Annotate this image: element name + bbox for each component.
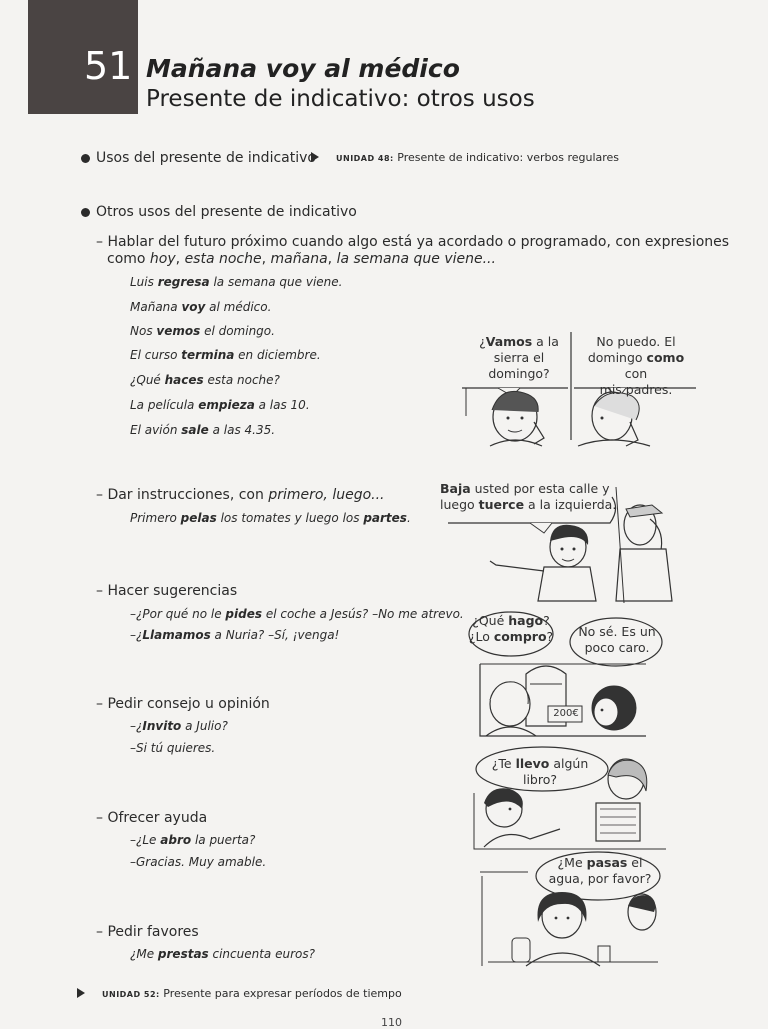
page-number: 110 (381, 1016, 402, 1029)
section-heading-otros: Otros usos del presente de indicativo (96, 204, 357, 220)
unit-number: 51 (84, 44, 133, 88)
example-sugerencias: –¿Llamamos a Nuria? –Sí, ¡venga! (130, 628, 340, 642)
example-futuro: Luis regresa la semana que viene. (130, 275, 343, 289)
futuro-rule-line1: – Hablar del futuro próximo cuando algo está ya acordado o programado, con expresiones (96, 234, 730, 250)
speech-bubble: ¿Vamos a la sierra el domingo? (479, 334, 559, 381)
instrucciones-label: – Dar instrucciones, con primero, luego... (96, 487, 385, 503)
page-subtitle: Presente de indicativo: otros usos (146, 86, 535, 112)
example-futuro: Mañana voy al médico. (130, 300, 272, 314)
xref-unit-48[interactable]: UNIDAD 48: Presente de indicativo: verbos regulares (336, 151, 620, 164)
example-consejo: –Si tú quieres. (130, 741, 216, 755)
page-title: Mañana voy al médico (146, 54, 460, 83)
bullet-icon (81, 154, 90, 163)
speech-bubble: No puedo. El domingo como con mis padres. (587, 334, 685, 397)
example-futuro: Nos vemos el domingo. (130, 324, 275, 338)
xref-unit-52[interactable]: UNIDAD 52: Presente para expresar períodos de tiempo (102, 987, 402, 1000)
speech-bubble: No sé. Es un poco caro. (578, 624, 656, 655)
example-sugerencias: –¿Por qué no le pides el coche a Jesús? –No me atrevo. (130, 607, 464, 621)
example-futuro: ¿Qué haces esta noche? (130, 373, 280, 387)
arrow-right-icon (77, 988, 85, 998)
speech-bubble: Baja usted por esta calle y luego tuerce a la izquierda. (440, 481, 617, 512)
example-futuro: El avión sale a las 4.35. (130, 423, 276, 437)
example-ayuda: –Gracias. Muy amable. (130, 855, 267, 869)
speech-bubble: ¿Me pasas el agua, por favor? (548, 855, 652, 886)
speech-bubble: ¿Te llevo algún libro? (491, 756, 589, 787)
speech-bubble: ¿Qué hago? ¿Lo compro? (468, 613, 554, 644)
ayuda-label: – Ofrecer ayuda (96, 810, 208, 826)
example-futuro: La película empieza a las 10. (130, 398, 310, 412)
example-futuro: El curso termina en diciembre. (130, 348, 321, 362)
bullet-icon (81, 208, 90, 217)
example-consejo: –¿Invito a Julio? (130, 719, 228, 733)
example-instrucciones: Primero pelas los tomates y luego los partes. (130, 511, 411, 525)
arrow-right-icon (311, 152, 319, 162)
sugerencias-label: – Hacer sugerencias (96, 583, 238, 599)
futuro-rule-line2: como hoy, esta noche, mañana, la semana que viene... (107, 251, 496, 267)
price-tag: 200€ (553, 708, 579, 719)
consejo-label: – Pedir consejo u opinión (96, 696, 270, 712)
section-heading-usos: Usos del presente de indicativo (96, 150, 316, 166)
example-ayuda: –¿Le abro la puerta? (130, 833, 256, 847)
example-favores: ¿Me prestas cincuenta euros? (130, 947, 315, 961)
favores-label: – Pedir favores (96, 924, 199, 940)
